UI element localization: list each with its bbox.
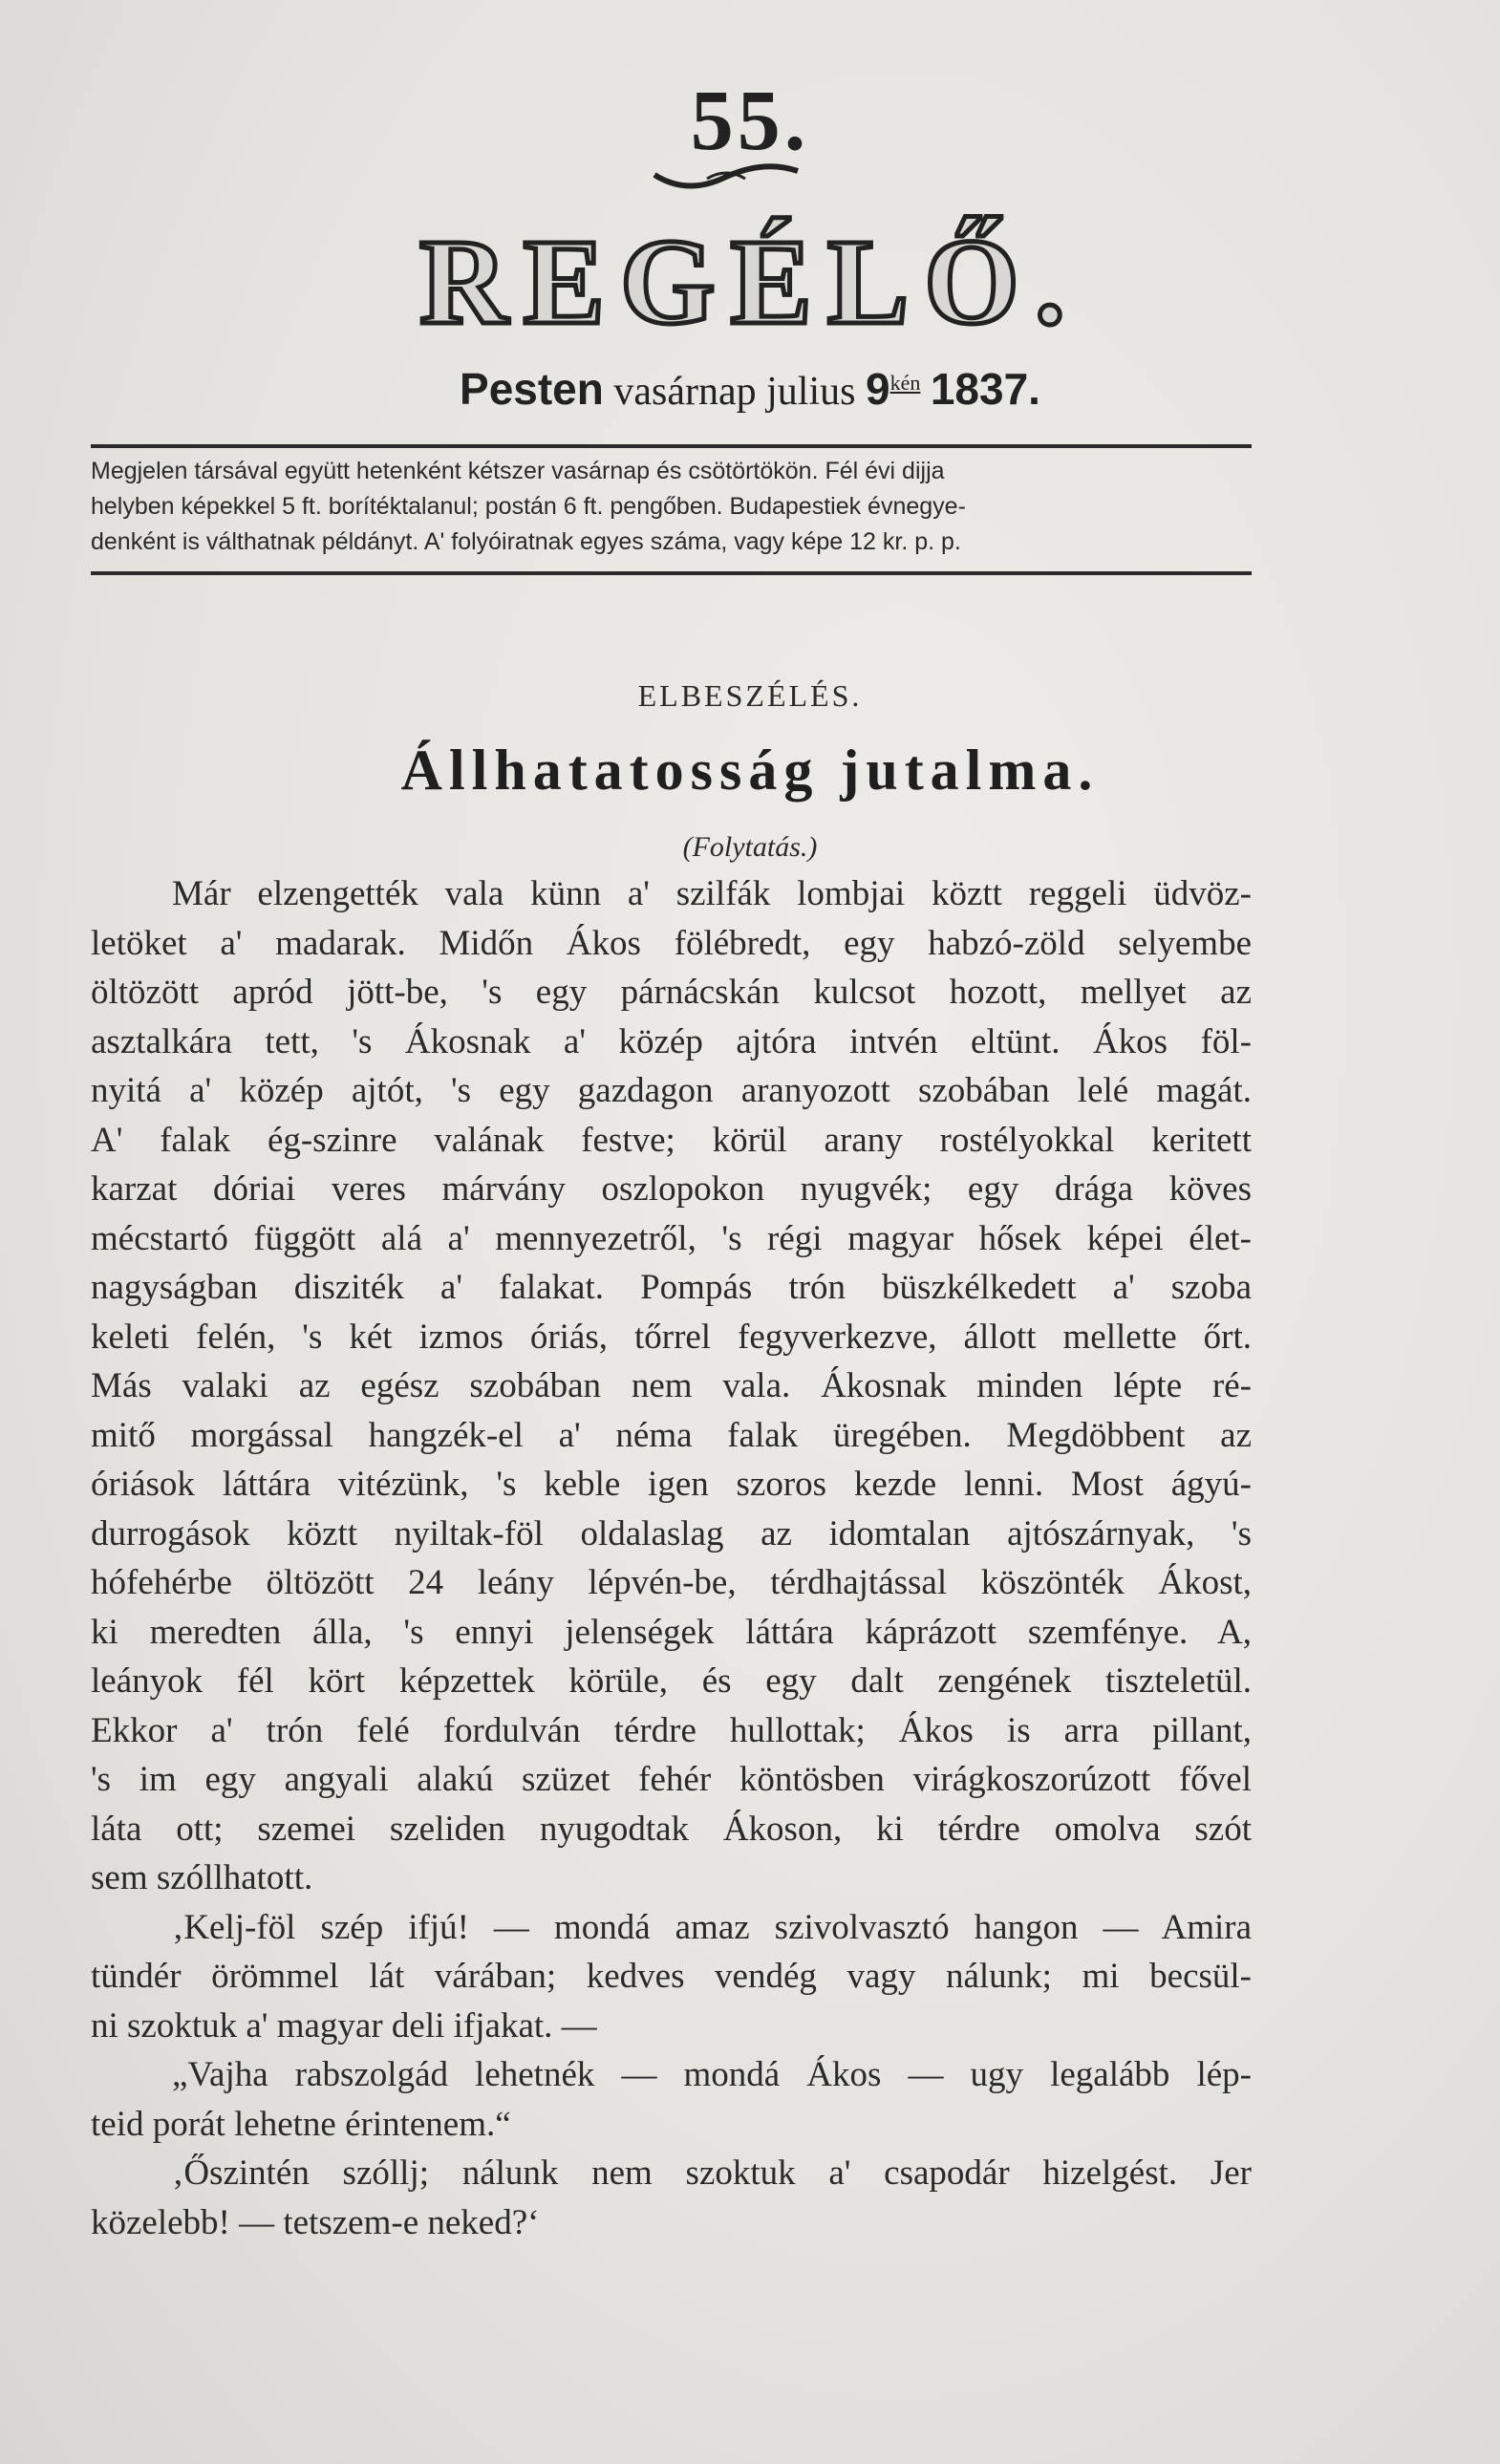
masthead-title: REGÉLŐ.: [419, 214, 1081, 350]
top-divider: [91, 444, 1252, 448]
text-line: sem szóllhatott.: [91, 1858, 313, 1897]
text-line: ‚Kelj-föl szép ifjú! — mondá amaz szivolvasztó hangon — Amira: [172, 1907, 1252, 1947]
text-line: óriások láttára vitézünk, 's keble igen szoros kezde lenni. Most ágyú-: [91, 1465, 1252, 1504]
text-line: ki meredten álla, 's ennyi jelenségek láttára káprázott szemfénye. A,: [91, 1612, 1252, 1652]
dateline: [0, 363, 1500, 415]
text-line: „Vajha rabszolgád lehetnék — mondá Ákos — ugy legalább lép-: [172, 2055, 1252, 2094]
notice-line: helyben képekkel 5 ft. borítéktalanul; postán 6 ft. pengőben. Budapestiek évnegye-: [91, 493, 966, 520]
text-line: durrogások köztt nyiltak-föl oldalaslag az idomtalan ajtószárnyak, 's: [91, 1513, 1252, 1553]
text-line: nyitá a' közép ajtót, 's egy gazdagon aranyozott szobában lelé magát.: [91, 1071, 1252, 1110]
issue-number: 55.: [690, 74, 810, 168]
text-line: asztalkára tett, 's Ákosnak a' közép ajtóra intvén eltünt. Ákos föl-: [91, 1021, 1252, 1061]
dateline-city: Pesten: [460, 364, 604, 414]
text-line: ni szoktuk a' magyar deli ifjakat. —: [91, 2005, 597, 2046]
text-line: közelebb! — tetszem-e neked?‘: [91, 2202, 540, 2242]
text-line: ‚Őszintén szóllj; nálunk nem szoktuk a' csapodár hizelgést. Jer: [172, 2153, 1252, 2193]
text-line: Ekkor a' trón felé fordulván térdre hullottak; Ákos is arra pillant,: [91, 1710, 1252, 1750]
section-heading: ELBESZÉLÉS.: [637, 678, 863, 713]
text-line: tündér örömmel lát várában; kedves vendég vagy nálunk; mi becsül-: [91, 1957, 1252, 1996]
text-line: mécstartó függött alá a' mennyezetről, 's régi magyar hősek képei élet-: [91, 1218, 1252, 1258]
continuation-note: (Folytatás.): [682, 831, 818, 863]
text-line: letöket a' madarak. Midőn Ákos fölébredt, egy habzó-zöld selyembe: [91, 923, 1252, 963]
text-line: leányok fél kört képzettek körüle, és egy dalt zengének tiszteletül.: [91, 1661, 1252, 1701]
text-line: mitő morgással hangzék-el a' néma falak üregében. Megdöbbent az: [91, 1415, 1252, 1455]
text-line: A' falak ég-szinre valának festve; körül arany rostélyokkal keritett: [91, 1120, 1252, 1160]
dateline-text: vasárnap julius: [613, 370, 856, 414]
text-line: nagyságban disziték a' falakat. Pompás trón büszkélkedett a' szoba: [91, 1268, 1252, 1307]
dateline-year: 1837.: [930, 364, 1040, 414]
ornament-swash-icon: [650, 158, 803, 196]
notice-line: Megjelen társával együtt hetenként kétszer vasárnap és csötörtökön. Fél évi dijja: [91, 458, 945, 484]
bottom-divider: [91, 571, 1252, 575]
text-line: láta ott; szemei szeliden nyugodtak Ákoson, ki térdre omolva szót: [91, 1809, 1252, 1849]
text-line: 's im egy angyali alakú szüzet fehér köntösben virágkoszorúzott fővel: [91, 1760, 1252, 1799]
text-line: Más valaki az egész szobában nem vala. Ákosnak minden lépte ré-: [91, 1366, 1252, 1405]
text-line: Már elzengették vala künn a' szilfák lombjai köztt reggeli üdvöz-: [172, 874, 1252, 913]
text-line: öltözött apród jött-be, 's egy párnácskán kulcsot hozott, mellyet az: [91, 973, 1252, 1012]
subscription-notice: [91, 454, 1252, 560]
text-line: hófehérbe öltözött 24 leány lépvén-be, térdhajtással köszönték Ákost,: [91, 1563, 1252, 1602]
text-line: teid porát lehetne érintenem.“: [91, 2104, 511, 2144]
text-line: keleti felén, 's két izmos óriás, tőrrel fegyverkezve, állott mellette őrt.: [91, 1317, 1252, 1357]
article-body: [91, 869, 1252, 2247]
notice-line: denként is válthatnak példányt. A' folyóiratnak egyes száma, vagy képe 12 kr. p. p.: [91, 528, 961, 555]
text-line: karzat dóriai veres márvány oszlopokon nyugvék; egy drága köves: [91, 1169, 1252, 1209]
dateline-day-suffix: kén: [889, 371, 921, 395]
dateline-day: 9: [865, 364, 890, 414]
article-title: Állhatatosság jutalma.: [400, 739, 1100, 802]
